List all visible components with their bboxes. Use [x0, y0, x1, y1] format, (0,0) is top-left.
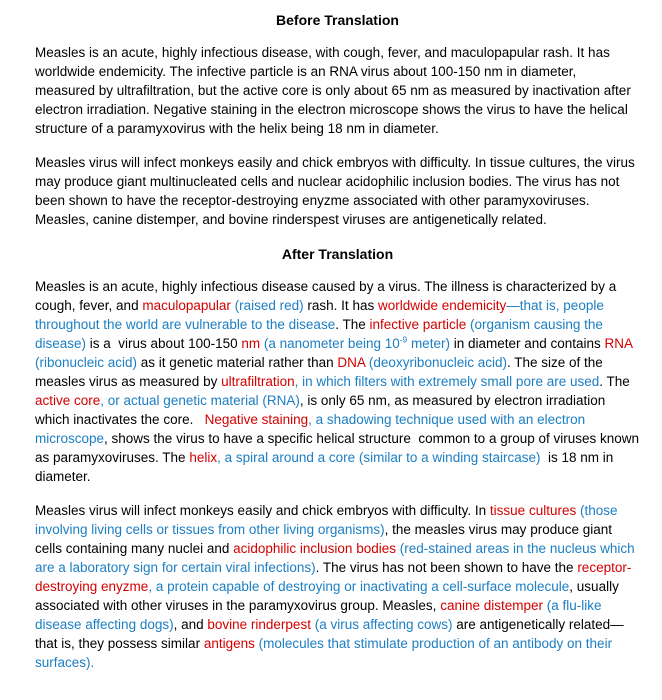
body-text-run: rash. It has	[303, 298, 378, 313]
explanation-text-run: (molecules that stimulate production of an antibody on their surfaces).	[35, 636, 616, 670]
explanation-text-run: (a virus affecting cows)	[310, 617, 453, 632]
term-text-run: maculopapular	[142, 298, 231, 313]
explanation-text-run: (a nanometer being 10	[260, 336, 400, 351]
body-text-run: as it genetic material rather than	[137, 355, 338, 370]
body-text-run: Measles is an acute, highly infectious disease caused by a virus. The illness is characterized by a cough, fever, and	[35, 279, 621, 313]
explanation-text-run: , a protein capable of destroying or inactivating a cell-surface molecule	[148, 579, 570, 594]
term-text-run: nm	[241, 336, 261, 351]
term-text-run: receptor-destroying enyzme	[35, 560, 632, 594]
explanation-text-run: , a shadowing technique used with an electron microscope	[35, 412, 589, 446]
body-text-run: . The virus has not been shown to have the	[315, 560, 578, 575]
explanation-text-run: (red-stained areas in the nucleus which are a laboratory sign for certain viral infections)	[35, 541, 639, 575]
paragraph	[35, 43, 640, 138]
body-text-run: , the measles virus may produce giant cells containing many nuclei and	[35, 522, 616, 556]
heading-before-translation: Before Translation	[276, 12, 399, 28]
explanation-text-run: (raised red)	[230, 298, 304, 313]
explanation-text-run: (those involving living cells or tissues from other living organisms)	[35, 503, 622, 537]
term-text-run: active core	[35, 393, 101, 408]
body-text-run: , usually associated with other viruses in the paramyxovirus group. Measles,	[35, 579, 623, 613]
explanation-text-run: (deoxyribonucleic acid)	[365, 355, 507, 370]
paragraph	[35, 501, 640, 672]
section-body-before	[35, 43, 640, 229]
explanation-text-run: (ribonucleic acid)	[35, 336, 637, 370]
explanation-text-run: meter)	[407, 336, 450, 351]
term-text-run: tissue cultures	[489, 503, 577, 518]
body-text-run: is a virus about 100-150	[86, 336, 242, 351]
explanation-text-run: -9	[399, 334, 408, 345]
term-text-run: antigens	[203, 636, 255, 651]
section-body-after	[35, 277, 643, 672]
term-text-run: canine distemper	[440, 598, 543, 613]
section-after-translation	[35, 246, 643, 672]
body-text-run: , and	[173, 617, 208, 632]
body-text-run: . The	[335, 317, 370, 332]
paragraph	[35, 153, 640, 229]
explanation-text-run: (a flu-like disease affecting dogs)	[35, 598, 606, 632]
body-text-run: , is only 65 nm, as measured by electron irradiation which inactivates the core.	[35, 393, 610, 427]
term-text-run: RNA	[604, 336, 633, 351]
body-text-run: is 18 nm in diameter.	[35, 450, 618, 484]
body-text-run: Measles virus will infect monkeys easily and chick embryos with difficulty. In tissue cultures, the virus may produce giant multinucleated cells and nuclear acidophilic inclusion bodies. The virus has not been shown to have the receptor-destroying enyzme associated with other paramyxoviruses. Measles, canine distemper, and bovine rinderspest viruses are antigenetically related.	[35, 155, 639, 227]
body-text-run: . The	[599, 374, 634, 389]
term-text-run: worldwide endemicity	[377, 298, 507, 313]
term-text-run: Negative staining	[204, 412, 309, 427]
paragraph	[35, 277, 643, 486]
term-text-run: DNA	[337, 355, 366, 370]
explanation-text-run: , a spiral around a core (similar to a winding staircase)	[217, 450, 541, 465]
explanation-text-run: (organism causing the disease)	[35, 317, 607, 351]
explanation-text-run: , in which filters with extremely small pore are used	[294, 374, 600, 389]
term-text-run: infective particle	[369, 317, 467, 332]
term-text-run: helix	[189, 450, 218, 465]
body-text-run: Measles is an acute, highly infectious disease, with cough, fever, and maculopapular rash. It has worldwide endemicity. The infective particle is an RNA virus about 100-150 nm in diameter, measured by ultrafiltration, but the active core is only about 65 nm as measured by inactivation after electron irradiation. Negative staining in the electron microscope shows the virus to have the helical structure of a paramyxovirus with the helix being 18 nm in diameter.	[35, 45, 635, 136]
explanation-text-run: , or actual genetic material (RNA)	[100, 393, 300, 408]
body-text-run: are antigenetically related—that is, they possess similar	[35, 617, 624, 651]
term-text-run: bovine rinderpest	[207, 617, 311, 632]
term-text-run: acidophilic inclusion bodies	[233, 541, 396, 556]
explanation-text-run: —that is, people throughout the world are vulnerable to the disease	[35, 298, 608, 332]
body-text-run: Measles virus will infect monkeys easily and chick embryos with difficulty. In	[35, 503, 490, 518]
body-text-run: in diameter and contains	[449, 336, 605, 351]
section-before-translation	[35, 12, 640, 229]
body-text-run: , shows the virus to have a specific helical structure common to a group of viruses known as paramyxoviruses. The	[35, 431, 643, 465]
body-text-run: . The size of the measles virus as measured by	[35, 355, 607, 389]
term-text-run: ultrafiltration	[221, 374, 295, 389]
heading-after-translation: After Translation	[281, 246, 394, 262]
